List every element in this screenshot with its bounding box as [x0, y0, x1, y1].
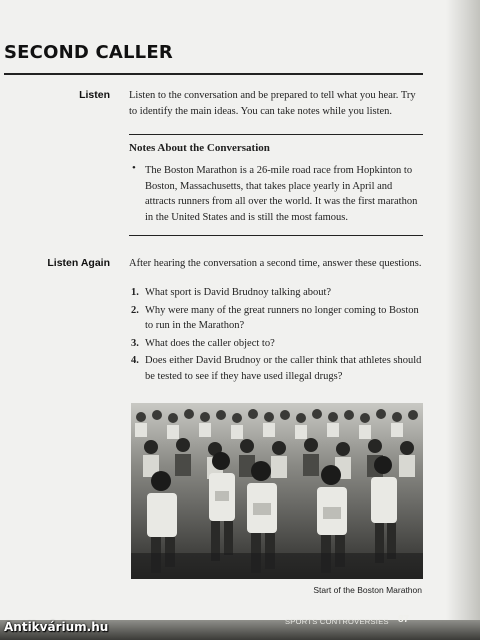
- listen-label: Listen: [79, 89, 110, 101]
- page-number: 87: [398, 614, 410, 625]
- question-text: Does either David Brudnoy or the caller think that athletes should be tested to see if they have used illegal drugs?: [145, 355, 422, 382]
- book-binding-shadow: [446, 0, 480, 640]
- page-title: SECOND CALLER: [4, 42, 173, 63]
- question-number: 1.: [131, 287, 139, 298]
- listen-again-label: Listen Again: [47, 257, 110, 269]
- runners-crowd-illustration: [131, 403, 423, 579]
- bullet-icon: •: [132, 162, 136, 174]
- question-text: What does the caller object to?: [145, 337, 275, 349]
- question-number: 3.: [131, 337, 139, 349]
- listen-text: Listen to the conversation and be prepared to tell what you hear. Try to identify the main ideas. You can take notes while you listen.: [129, 90, 416, 117]
- question-3: [131, 336, 423, 352]
- question-4: [131, 353, 423, 384]
- photo-caption: Start of the Boston Marathon: [313, 585, 422, 595]
- question-number: 4.: [131, 355, 139, 366]
- marathon-photo: [131, 403, 423, 579]
- question-text: Why were many of the great runners no longer coming to Boston to run in the Marathon?: [145, 304, 419, 331]
- notes-title: Notes About the Conversation: [129, 142, 270, 154]
- question-1: [131, 285, 423, 301]
- notes-bullet-text: The Boston Marathon is a 26-mile road race from Hopkinton to Boston, Massachusetts, that takes place yearly in April and attracts runners from all over the world. It was the first marathon in the United States and is still the most famous.: [145, 165, 418, 223]
- question-2: [131, 303, 423, 334]
- notes-top-rule: [129, 134, 423, 135]
- question-text: What sport is David Brudnoy talking about?: [145, 287, 332, 298]
- title-rule: [4, 73, 423, 75]
- question-list: [131, 285, 423, 386]
- listen-again-intro: After hearing the conversation a second time, answer these questions.: [129, 258, 422, 269]
- watermark-logo: Antikvárium.hu: [4, 620, 109, 634]
- notes-bottom-rule: [129, 235, 423, 236]
- footer-section-title: SPORTS CONTROVERSIES: [285, 617, 389, 626]
- question-number: 2.: [131, 304, 139, 316]
